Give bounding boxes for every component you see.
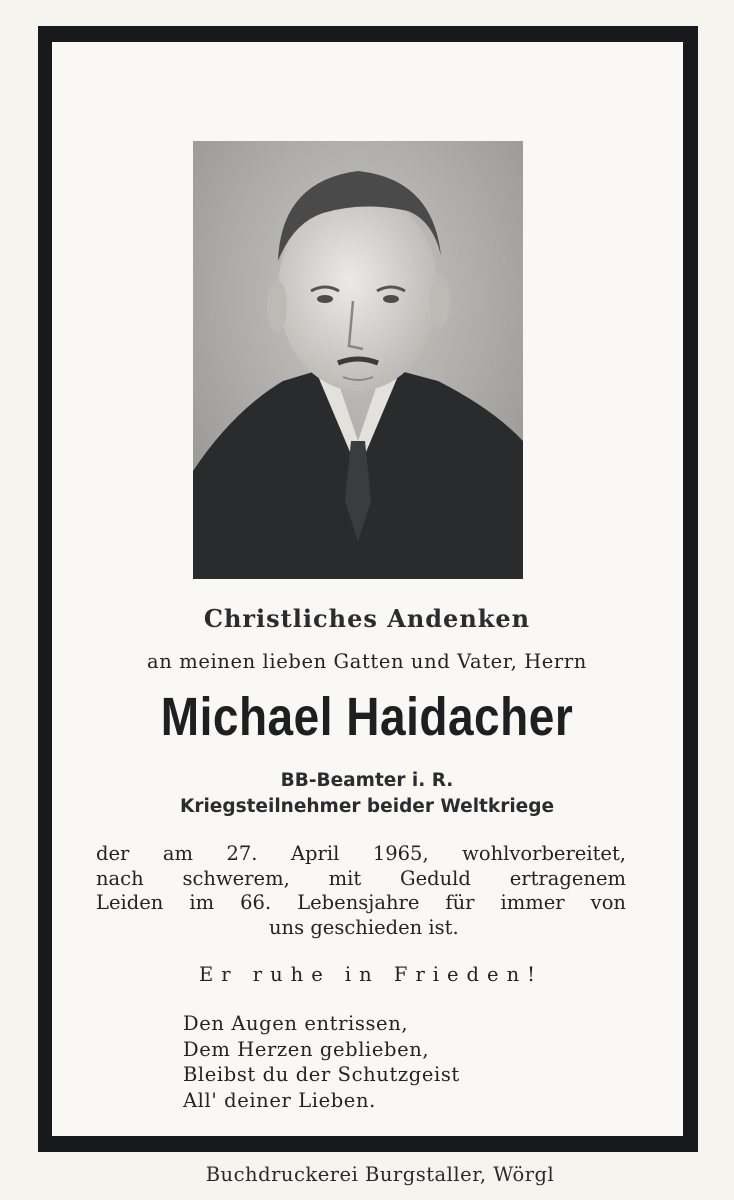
obituary-line: der am 27. April 1965, wohlvorbereitet,: [96, 842, 626, 865]
heading: Christliches Andenken: [203, 604, 531, 633]
verse-line: Den Augen entrissen,: [183, 1012, 409, 1035]
obituary-line: nach schwerem, mit Geduld ertragenem: [96, 866, 626, 890]
rest-in-peace-line: Er ruhe in Frieden!: [199, 963, 543, 986]
portrait-image: [193, 141, 523, 579]
deceased-name: Michael Haidacher: [160, 686, 574, 747]
obituary-line: uns geschieden ist.: [269, 915, 459, 939]
portrait-photo: [193, 141, 523, 579]
memorial-verse: [183, 1011, 460, 1113]
verse-line: All' deiner Lieben.: [183, 1088, 376, 1112]
veteran-line: Kriegsteilnehmer beider Weltkriege: [179, 796, 555, 817]
printer-credit: Buchdruckerei Burgstaller, Wörgl: [205, 1163, 555, 1186]
verse-line: Dem Herzen geblieben,: [183, 1037, 430, 1061]
obituary-text: [96, 842, 626, 940]
dedication-line: an meinen lieben Gatten und Vater, Herrn: [147, 650, 587, 673]
verse-line: Bleibst du der Schutzgeist: [183, 1063, 460, 1086]
occupation-line: BB-Beamter i. R.: [280, 770, 454, 791]
obituary-line: Leiden im 66. Lebensjahre für immer von: [96, 891, 626, 914]
memorial-card: [38, 26, 698, 1152]
